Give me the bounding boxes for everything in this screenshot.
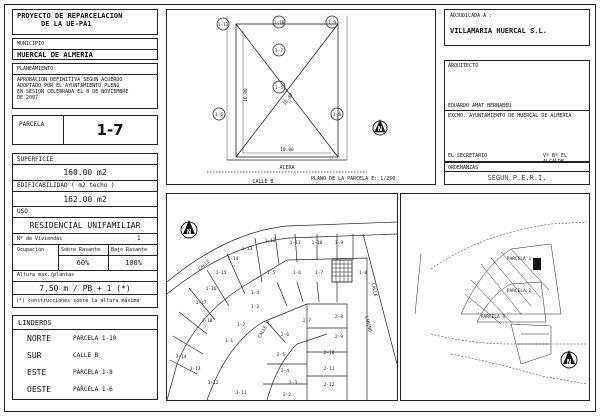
front-dimension: 10.00 [280,148,294,153]
altura-note: (*) construcciones sobre la altura máxima [16,298,140,304]
sobre-rasante-value: 60% [76,259,90,267]
diagonal-dimension: 18.87 [282,92,295,107]
lindero-value: PARCELA 1-10 [73,335,117,342]
ordenanzas-box [444,162,590,185]
planeamiento-line: DE 2007 [17,95,39,101]
neighbor-label: 1-11 [217,23,229,28]
parcela-value: 1-7 [96,121,124,139]
north-symbol: N [377,125,383,133]
neighbor-label: 1-6 [214,113,224,118]
uso-label: USO [17,208,28,215]
sobre-rasante-label: Sobre Rasante [61,247,101,253]
adjudicada-value: VILLAMARIA HUERCAL S.L. [450,27,547,35]
overview-map-panel [400,193,590,401]
lot-label: 2-12 [323,383,335,388]
overview-map-drawing [401,194,589,400]
overview-label: PARCELA 3 [480,315,506,320]
viviendas-label: Nº de Viviendas [17,236,63,242]
title-line1: PROYECTO DE REPARCELACION [17,12,123,20]
arquitecto-box [444,60,590,162]
lot-label: 1-8 [358,271,368,276]
overview-label: PARCELA 1 [506,257,532,262]
lot-label: 1-2 [236,323,246,328]
planeamiento-line: EN SESION CELEBRADA EL 8 DE NOVIEMBRE [17,89,129,95]
lindero-dir: SUR [27,351,42,360]
side-dimension: 16.00 [244,88,249,102]
overview-label: PARCELA 2 [506,289,532,294]
lot-label: 1-6 [292,271,302,276]
ordenanzas-label: ORDENANZAS [448,165,479,171]
data-table [12,153,158,308]
street-label: CALLE [197,259,212,272]
lot-label: 1-9 [334,241,344,246]
title-box [12,9,158,35]
neighbor-label: 1-10 [273,21,285,26]
alcalde-label: Vº Bº EL [543,153,568,159]
arquitecto-label: ARQUITECTO [448,63,479,69]
bajo-rasante-value: 100% [125,259,142,267]
arquitecto-name: EDUARDO AMAT BERNABEU [448,103,512,109]
neighbor-label: 1-5 [274,86,284,91]
uso-value: RESIDENCIAL UNIFAMILIAR [29,221,141,230]
lot-label: 1-7 [314,271,324,276]
plan-caption: PLANO DE LA PARCELA E: 1/250 [311,176,396,182]
superficie-value: 160.00 m2 [63,168,107,177]
ordenanzas-value: SEGUN P.E.R.I. [487,174,547,182]
street-label: CALLE [369,282,378,298]
lot-label: 3-13 [189,367,201,372]
municipio-label: MUNICIPIO [17,41,45,47]
site-map-drawing [167,194,397,400]
lindero-dir: ESTE [27,368,47,377]
adjudicada-label: ADJUDICADA A : [450,13,493,19]
north-symbol: N [186,228,192,236]
edificabilidad-label: EDIFICABILIDAD ( m2 techo ) [17,182,115,189]
lindero-dir: OESTE [27,385,52,394]
planeamiento-box [12,63,158,109]
secretario-label: EL SECRETARIO [448,153,488,159]
lot-label: 1-5 [266,271,276,276]
planeamiento-line: ADOPTADO POR EL AYUNTAMIENTO PLENO [17,83,120,89]
lot-label: 1-1 [224,339,234,344]
adjudicada-box [444,9,590,46]
lot-label: 1-17 [195,301,207,306]
altura-value: 7.50 m / PB + 1 (*) [39,284,131,293]
lot-label: 3-12 [207,381,219,386]
lot-label: 1-16 [205,287,217,292]
street-label: CALLE B [257,320,272,340]
street-label: CAMINO [362,315,373,333]
edificabilidad-value: 162.00 m2 [63,195,107,204]
lindero-value: PARCELA 1-6 [73,386,113,393]
acera-label: ACERA [279,165,295,171]
lot-label: 1-10 [311,241,323,246]
parcela-box [12,115,158,145]
site-map-panel [166,193,398,401]
lot-label: 2-4 [280,369,290,374]
neighbor-label: 1-7 [274,49,284,54]
parcela-label: PARCELA [19,121,45,128]
lot-label: 2-11 [323,367,335,372]
lot-label: 1-3 [250,305,260,310]
altura-label: Altura max./plantas [17,272,75,278]
lot-label: 2-2 [282,393,292,398]
linderos-box [12,315,158,400]
parcel-plan-drawing [167,10,435,184]
planeamiento-label: PLANEAMIENTO [17,66,54,72]
lot-label: 1-14 [227,257,239,262]
lot-label: 2-5 [276,353,286,358]
lot-label: 2-9 [334,335,344,340]
lot-label: 2-8 [334,315,344,320]
neighbor-label: 1-8 [332,113,342,118]
lot-label: 2-3 [288,381,298,386]
neighbor-label: 1-9 [327,21,337,26]
lot-label: 1-18 [201,319,213,324]
lot-label: 2-10 [323,351,335,356]
lot-label: 1-12 [264,239,276,244]
bajo-rasante-label: Bajo Rasante [111,247,148,253]
lot-label: 3-11 [235,391,247,396]
lot-label: 3-14 [175,355,187,360]
superficie-label: SUPERFICIE [17,156,54,163]
north-symbol: N [566,358,572,366]
title-line2: DE LA UE-PA1 [41,20,92,28]
parcel-plan-panel [166,9,436,185]
lot-label: 2-7 [302,319,312,324]
lot-label: 1-11 [289,241,301,246]
lot-label: 1-15 [215,271,227,276]
municipio-box [12,38,158,60]
lindero-value: PARCELA 1-8 [73,369,113,376]
viviendas-value: 1 [137,235,141,242]
linderos-label: LINDEROS [18,319,52,327]
lot-label: 2-6 [280,333,290,338]
arquitecto-entity: EXCMO. AYUNTAMIENTO DE HUERCAL DE ALMERIA [448,113,572,119]
calle-label: CALLE B [252,179,274,184]
planeamiento-line: APROBACION DEFINITIVA SEGUN ACUERDO [17,77,123,83]
lindero-dir: NORTE [27,334,52,343]
lot-label: 1-4 [250,291,260,296]
lindero-value: CALLE B [73,352,99,359]
municipio-value: HUERCAL DE ALMERIA [17,51,93,59]
lot-label: 1-13 [241,247,253,252]
ocupacion-label: Ocupación [17,247,45,253]
